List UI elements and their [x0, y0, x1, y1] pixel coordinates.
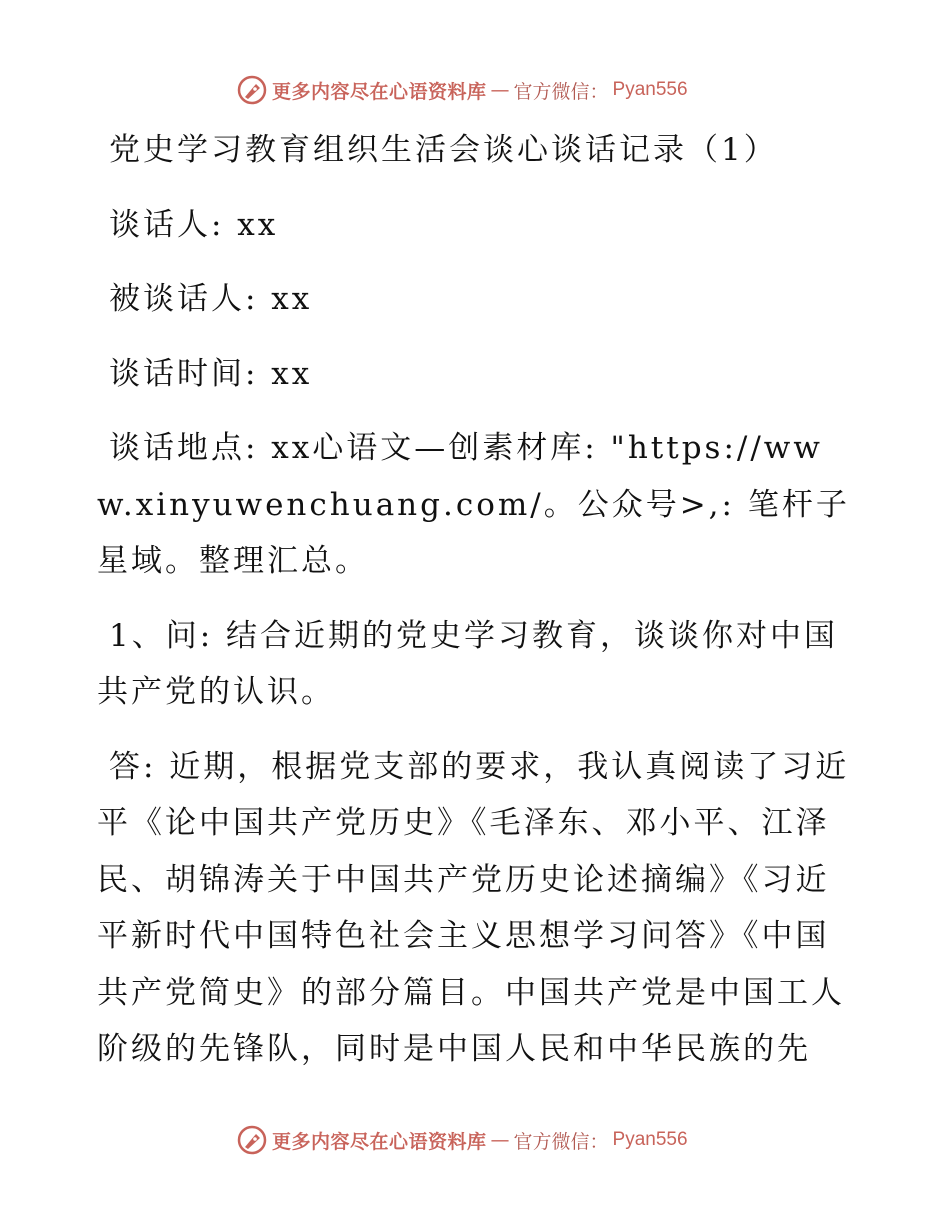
pen-nib-logo-icon — [236, 1124, 268, 1156]
banner-wechat-id: Pyan556 — [612, 1129, 688, 1150]
time-line: 谈话时间: xx — [109, 355, 313, 392]
document-title: 党史学习教育组织生活会谈心谈话记录（1） — [109, 132, 778, 168]
banner-official-label: 官方微信： — [513, 1130, 609, 1153]
question-paragraph: 1、问: 结合近期的党史学习教育，谈谈你对中国共产党的认识。 — [97, 617, 839, 710]
banner-wechat-id: Pyan556 — [612, 79, 688, 100]
talker-line: 谈话人: xx — [109, 206, 279, 243]
banner-separator: — — [490, 1129, 510, 1151]
header-watermark-banner — [236, 72, 688, 108]
answer-paragraph: 答: 近期，根据党支部的要求，我认真阅读了习近平《论中国共产党历史》《毛泽东、邓小平、江泽民、胡锦涛关于中国共产党历史论述摘编》《习近平新时代中国特色社会主义思想学习问答》《中国共产党简史》的部分篇目。中国共产党是中国工人阶级的先锋队，同时是中国人民和中华民族的先 — [97, 748, 850, 1067]
banner-official-label: 官方微信： — [513, 80, 609, 103]
pen-nib-logo-icon — [236, 74, 268, 106]
talkee-line: 被谈话人: xx — [109, 281, 313, 317]
place-paragraph: 谈话地点: xx心语文—创素材库: "https://www.xinyuwenchuang.com/。公众号>,: 笔杆子星域。整理汇总。 — [97, 430, 850, 579]
document-body — [97, 122, 857, 1078]
banner-separator: — — [490, 79, 510, 101]
banner-promo-text: 更多内容尽在心语资料库 — [272, 80, 487, 103]
banner-promo-text: 更多内容尽在心语资料库 — [272, 1130, 487, 1153]
footer-watermark-banner — [236, 1122, 688, 1158]
